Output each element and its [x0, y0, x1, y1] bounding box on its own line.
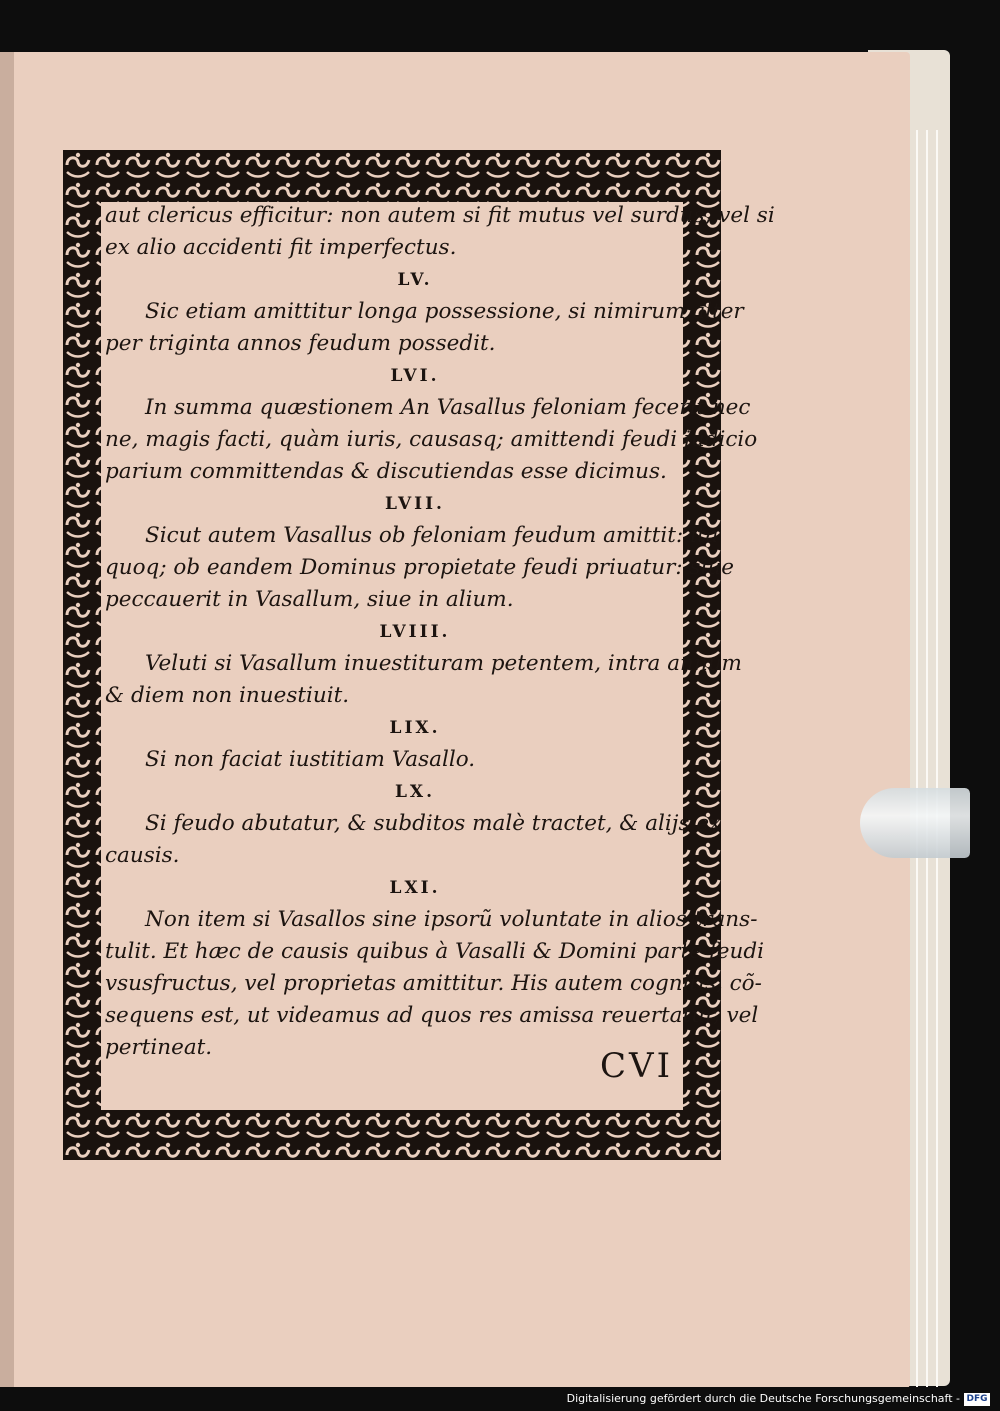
digitization-credit: Digitalisierung gefördert durch die Deutsche Forschungsgemeinschaft - — [566, 1392, 960, 1405]
section-number: LX. — [394, 782, 436, 802]
text-line: peccauerit in Vasallum, siue in alium. — [105, 587, 514, 612]
text-line: parium committendas & discutiendas esse dicimus. — [105, 459, 667, 484]
section-number: LVII. — [385, 494, 445, 514]
text-line: quoq; ob eandem Dominus propietate feudi priuatur: siue — [105, 555, 734, 580]
dfg-logo: DFG — [964, 1393, 990, 1406]
text-line: sequens est, ut videamus ad quos res amissa reuertatur, vel — [105, 1003, 759, 1028]
text-line: Si non faciat iustitiam Vasallo. — [145, 747, 476, 772]
text-line: Si feudo abutatur, & subditos malè tractet, & alijs ex — [145, 811, 722, 836]
text-line: & diem non inuestiuit. — [105, 683, 350, 708]
page-clip — [860, 788, 970, 858]
text-line: In summa quæstionem An Vasallus feloniam fecerit nec — [145, 395, 751, 420]
section-number: LIX. — [389, 718, 441, 738]
section-number: LVIII. — [379, 622, 451, 642]
text-line: Sicut autem Vasallus ob feloniam feudum amittit: ita — [145, 523, 719, 548]
text-line: per triginta annos feudum possedit. — [105, 331, 496, 356]
text-line: ne, magis facti, quàm iuris, causasq; amittendi feudi iudicio — [105, 427, 758, 452]
page-edge-line — [916, 130, 918, 1400]
text-line: tulit. Et hæc de causis quibus à Vasalli & Domini parte feudi — [105, 939, 764, 964]
text-line: pertineat. — [105, 1035, 213, 1060]
text-line: Sic etiam amittitur longa possessione, si nimirum alter — [145, 299, 744, 324]
section-number: LVI. — [390, 366, 440, 386]
section-number: LV. — [397, 270, 433, 290]
page-text — [105, 200, 775, 1064]
text-line: Veluti si Vasallum inuestituram petentem, intra annum — [145, 651, 742, 676]
text-line: vsusfructus, vel proprietas amittitur. His autem cognitis, cõ- — [105, 971, 762, 996]
text-line: Non item si Vasallos sine ipsorũ voluntate in alios trans- — [145, 907, 758, 932]
text-line: ex alio accidenti fit imperfectus. — [105, 235, 457, 260]
text-line: causis. — [105, 843, 180, 868]
text-line: aut clericus efficitur: non autem si fit mutus vel surdus, vel si — [105, 203, 775, 228]
page-edge-line — [926, 130, 928, 1400]
page-gutter — [0, 52, 14, 1388]
page-edge-line — [936, 130, 938, 1400]
section-number: LXI. — [389, 878, 441, 898]
folio-number: CVI — [600, 1046, 673, 1086]
